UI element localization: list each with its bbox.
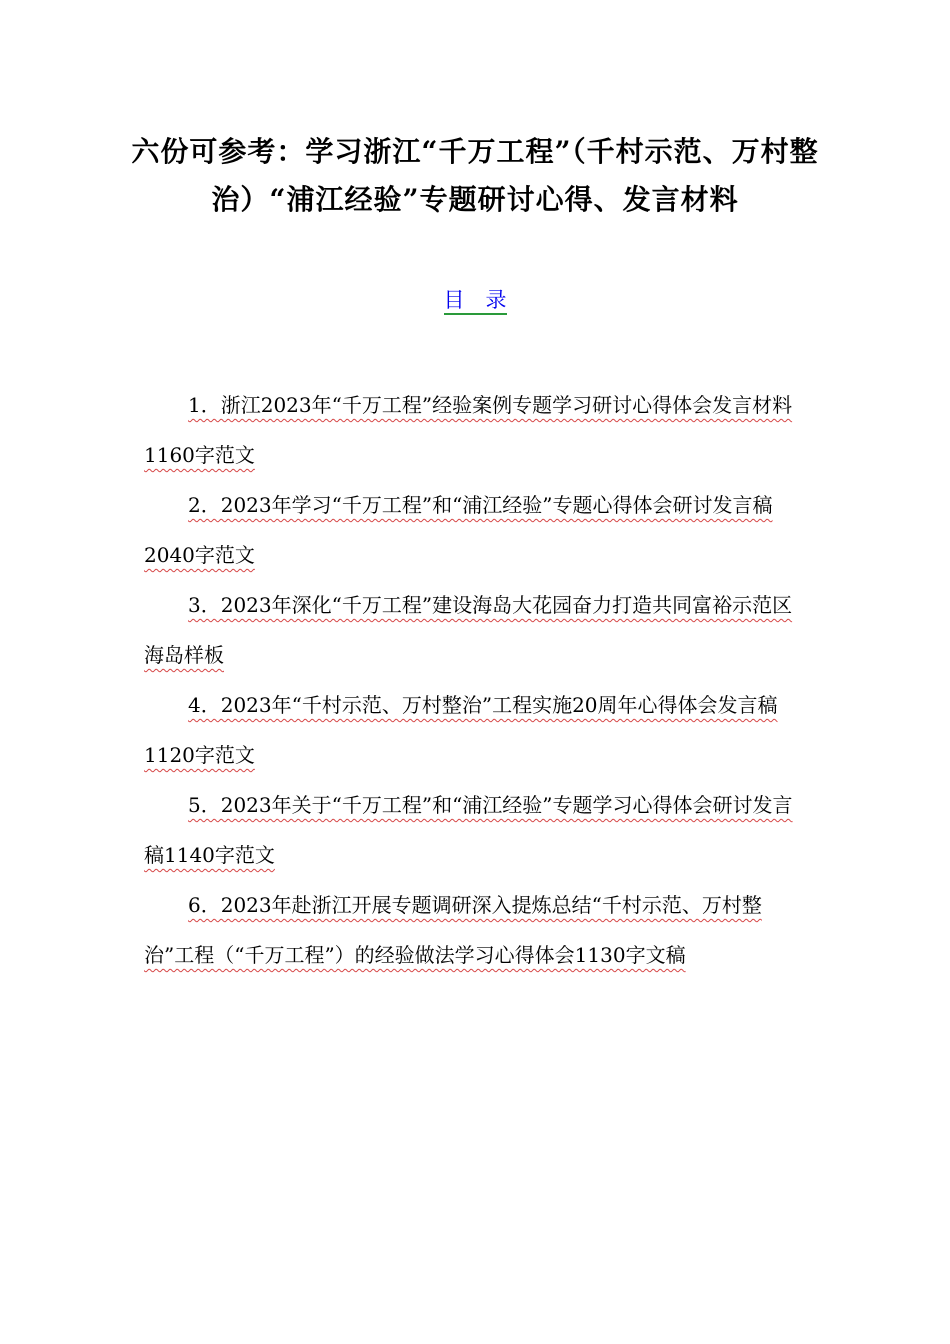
toc-item-text: 3．2023年深化“千万工程”建设海岛大花园奋力打造共同富裕示范区海岛样板 (144, 593, 793, 667)
document-title: 六份可参考：学习浙江“千万工程”（千村示范、万村整治）“浦江经验”专题研讨心得、发言材料 (131, 135, 819, 216)
toc-item-5[interactable] (144, 780, 804, 880)
toc-item-1[interactable] (144, 380, 804, 480)
toc-heading (0, 283, 950, 317)
toc-item-2[interactable] (144, 480, 804, 580)
toc-item-6[interactable] (144, 880, 804, 980)
toc-list (144, 380, 804, 980)
toc-item-text: 1．浙江2023年“千万工程”经验案例专题学习研讨心得体会发言材料1160字范文 (144, 393, 793, 467)
toc-item-text: 2．2023年学习“千万工程”和“浦江经验”专题心得体会研讨发言稿2040字范文 (144, 493, 773, 567)
toc-item-3[interactable] (144, 580, 804, 680)
toc-item-text: 4．2023年“千村示范、万村整治”工程实施20周年心得体会发言稿1120字范文 (144, 693, 778, 767)
toc-item-text: 6．2023年赴浙江开展专题调研深入提炼总结“千村示范、万村整治”工程（“千万工程”）的经验做法学习心得体会1130字文稿 (144, 893, 762, 967)
toc-heading-link[interactable]: 目 录 (444, 288, 507, 315)
toc-item-text: 5．2023年关于“千万工程”和“浦江经验”专题学习心得体会研讨发言稿1140字范文 (144, 793, 793, 867)
toc-item-4[interactable] (144, 680, 804, 780)
